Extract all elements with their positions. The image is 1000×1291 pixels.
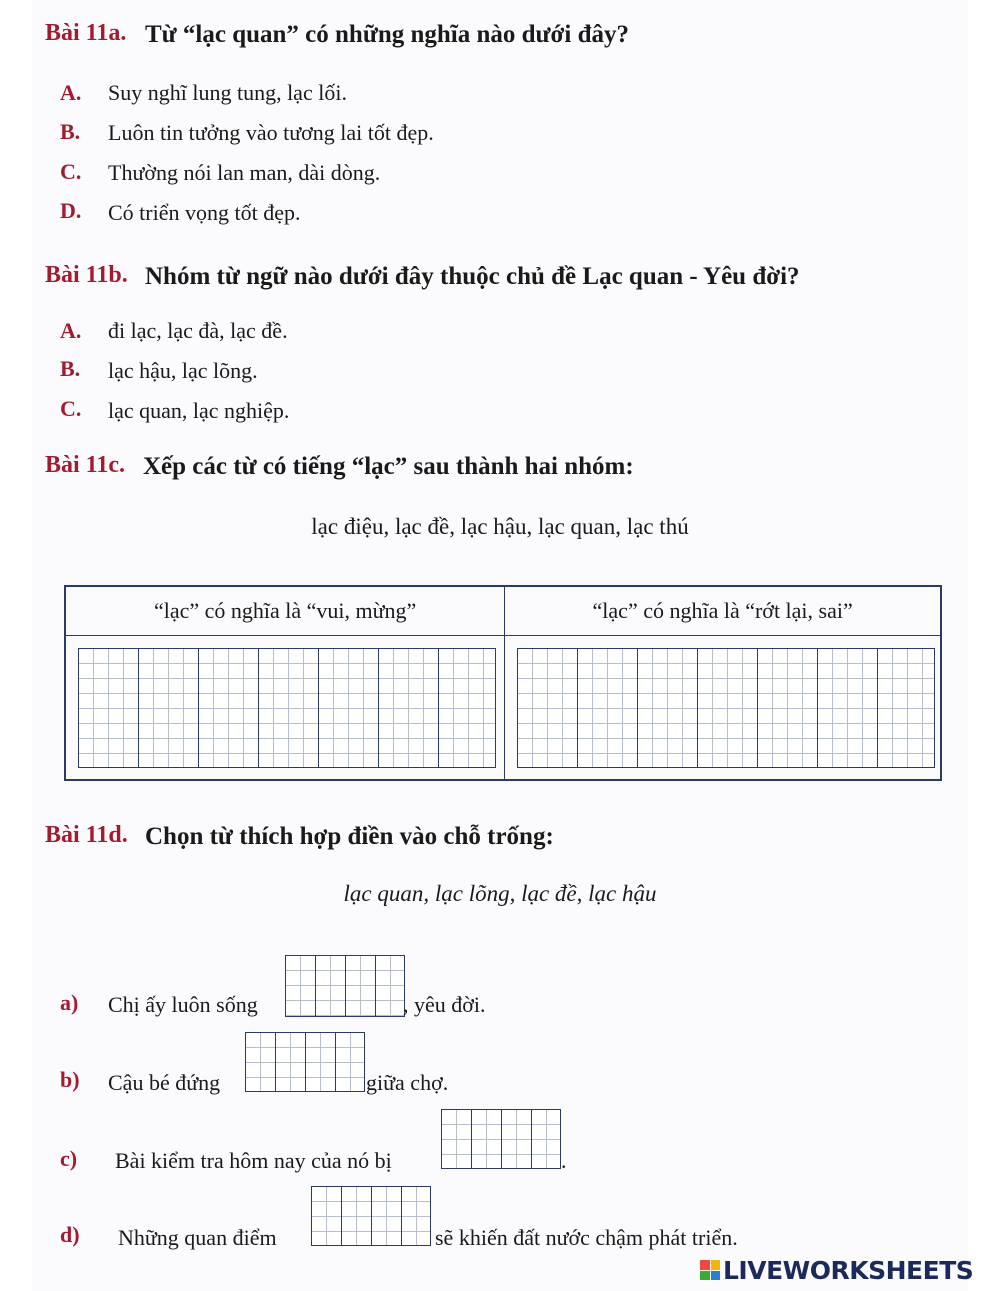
column-cell-wrong bbox=[505, 636, 941, 781]
q11a-option-letter[interactable]: D. bbox=[60, 198, 82, 223]
q11c-label: Bài 11c. bbox=[45, 452, 126, 478]
q11b-question: Nhóm từ ngữ nào dưới đây thuộc chủ đề Lạc quan - Yêu đời? bbox=[145, 263, 800, 290]
answer-box-happy[interactable] bbox=[78, 648, 496, 768]
column-cell-happy bbox=[65, 636, 505, 781]
q11d-item-b-after: giữa chợ. bbox=[366, 1070, 449, 1095]
q11a-question: Từ “lạc quan” có những nghĩa nào dưới đây? bbox=[145, 21, 629, 48]
liveworksheets-logo-icon bbox=[700, 1260, 720, 1280]
q11b-option-letter[interactable]: A. bbox=[60, 318, 82, 343]
liveworksheets-brand-text: LIVEWORKSHEETS bbox=[723, 1255, 974, 1285]
sorting-table bbox=[64, 585, 942, 781]
q11d-word-list: lạc quan, lạc lõng, lạc đề, lạc hậu bbox=[343, 881, 657, 906]
q11d-item-a-before: Chị ấy luôn sống bbox=[108, 992, 258, 1017]
q11d-item-letter: c) bbox=[60, 1146, 78, 1171]
q11c-word-list: lạc điệu, lạc đề, lạc hậu, lạc quan, lạc thú bbox=[311, 514, 689, 539]
q11d-label: Bài 11d. bbox=[45, 822, 128, 848]
q11d-item-c-before: Bài kiểm tra hôm nay của nó bị bbox=[115, 1148, 392, 1173]
q11b-label: Bài 11b. bbox=[45, 262, 128, 288]
column-header-happy: “lạc” có nghĩa là “vui, mừng” bbox=[65, 586, 505, 636]
q11d-item-letter: b) bbox=[60, 1067, 80, 1092]
q11d-question: Chọn từ thích hợp điền vào chỗ trống: bbox=[145, 823, 554, 850]
blank-box-a[interactable] bbox=[285, 955, 405, 1017]
q11a-option-text[interactable]: Thường nói lan man, dài dòng. bbox=[108, 160, 381, 185]
q11b-option-letter[interactable]: C. bbox=[60, 396, 82, 421]
q11a-option-letter[interactable]: C. bbox=[60, 159, 82, 184]
q11a-option-letter[interactable]: B. bbox=[60, 119, 81, 144]
q11d-item-d-before: Những quan điểm bbox=[118, 1225, 277, 1250]
q11a-label: Bài 11a. bbox=[45, 20, 127, 46]
q11d-item-letter: a) bbox=[60, 990, 79, 1015]
q11a-option-text[interactable]: Suy nghĩ lung tung, lạc lối. bbox=[108, 80, 347, 105]
q11d-item-b-before: Cậu bé đứng bbox=[108, 1070, 221, 1095]
q11b-option-text[interactable]: lạc hậu, lạc lõng. bbox=[108, 358, 258, 383]
column-header-wrong: “lạc” có nghĩa là “rớt lại, sai” bbox=[505, 586, 941, 636]
blank-box-c[interactable] bbox=[441, 1109, 561, 1169]
q11b-option-letter[interactable]: B. bbox=[60, 356, 81, 381]
answer-box-wrong[interactable] bbox=[517, 648, 935, 768]
q11d-item-letter: d) bbox=[60, 1222, 80, 1247]
blank-box-d[interactable] bbox=[311, 1186, 431, 1246]
q11a-option-text[interactable]: Luôn tin tưởng vào tương lai tốt đẹp. bbox=[108, 120, 434, 145]
liveworksheets-logo bbox=[700, 1256, 973, 1284]
q11b-option-text[interactable]: lạc quan, lạc nghiệp. bbox=[108, 398, 290, 423]
q11d-item-d-after: sẽ khiến đất nước chậm phát triển. bbox=[435, 1225, 738, 1250]
q11c-question: Xếp các từ có tiếng “lạc” sau thành hai nhóm: bbox=[143, 453, 634, 480]
q11d-item-a-after: , yêu đời. bbox=[403, 992, 486, 1017]
q11a-option-text[interactable]: Có triển vọng tốt đẹp. bbox=[108, 200, 301, 225]
q11a-option-letter[interactable]: A. bbox=[60, 80, 82, 105]
q11d-item-c-after: . bbox=[561, 1148, 567, 1173]
q11b-option-text[interactable]: đi lạc, lạc đà, lạc đề. bbox=[108, 318, 288, 343]
blank-box-b[interactable] bbox=[245, 1032, 365, 1092]
